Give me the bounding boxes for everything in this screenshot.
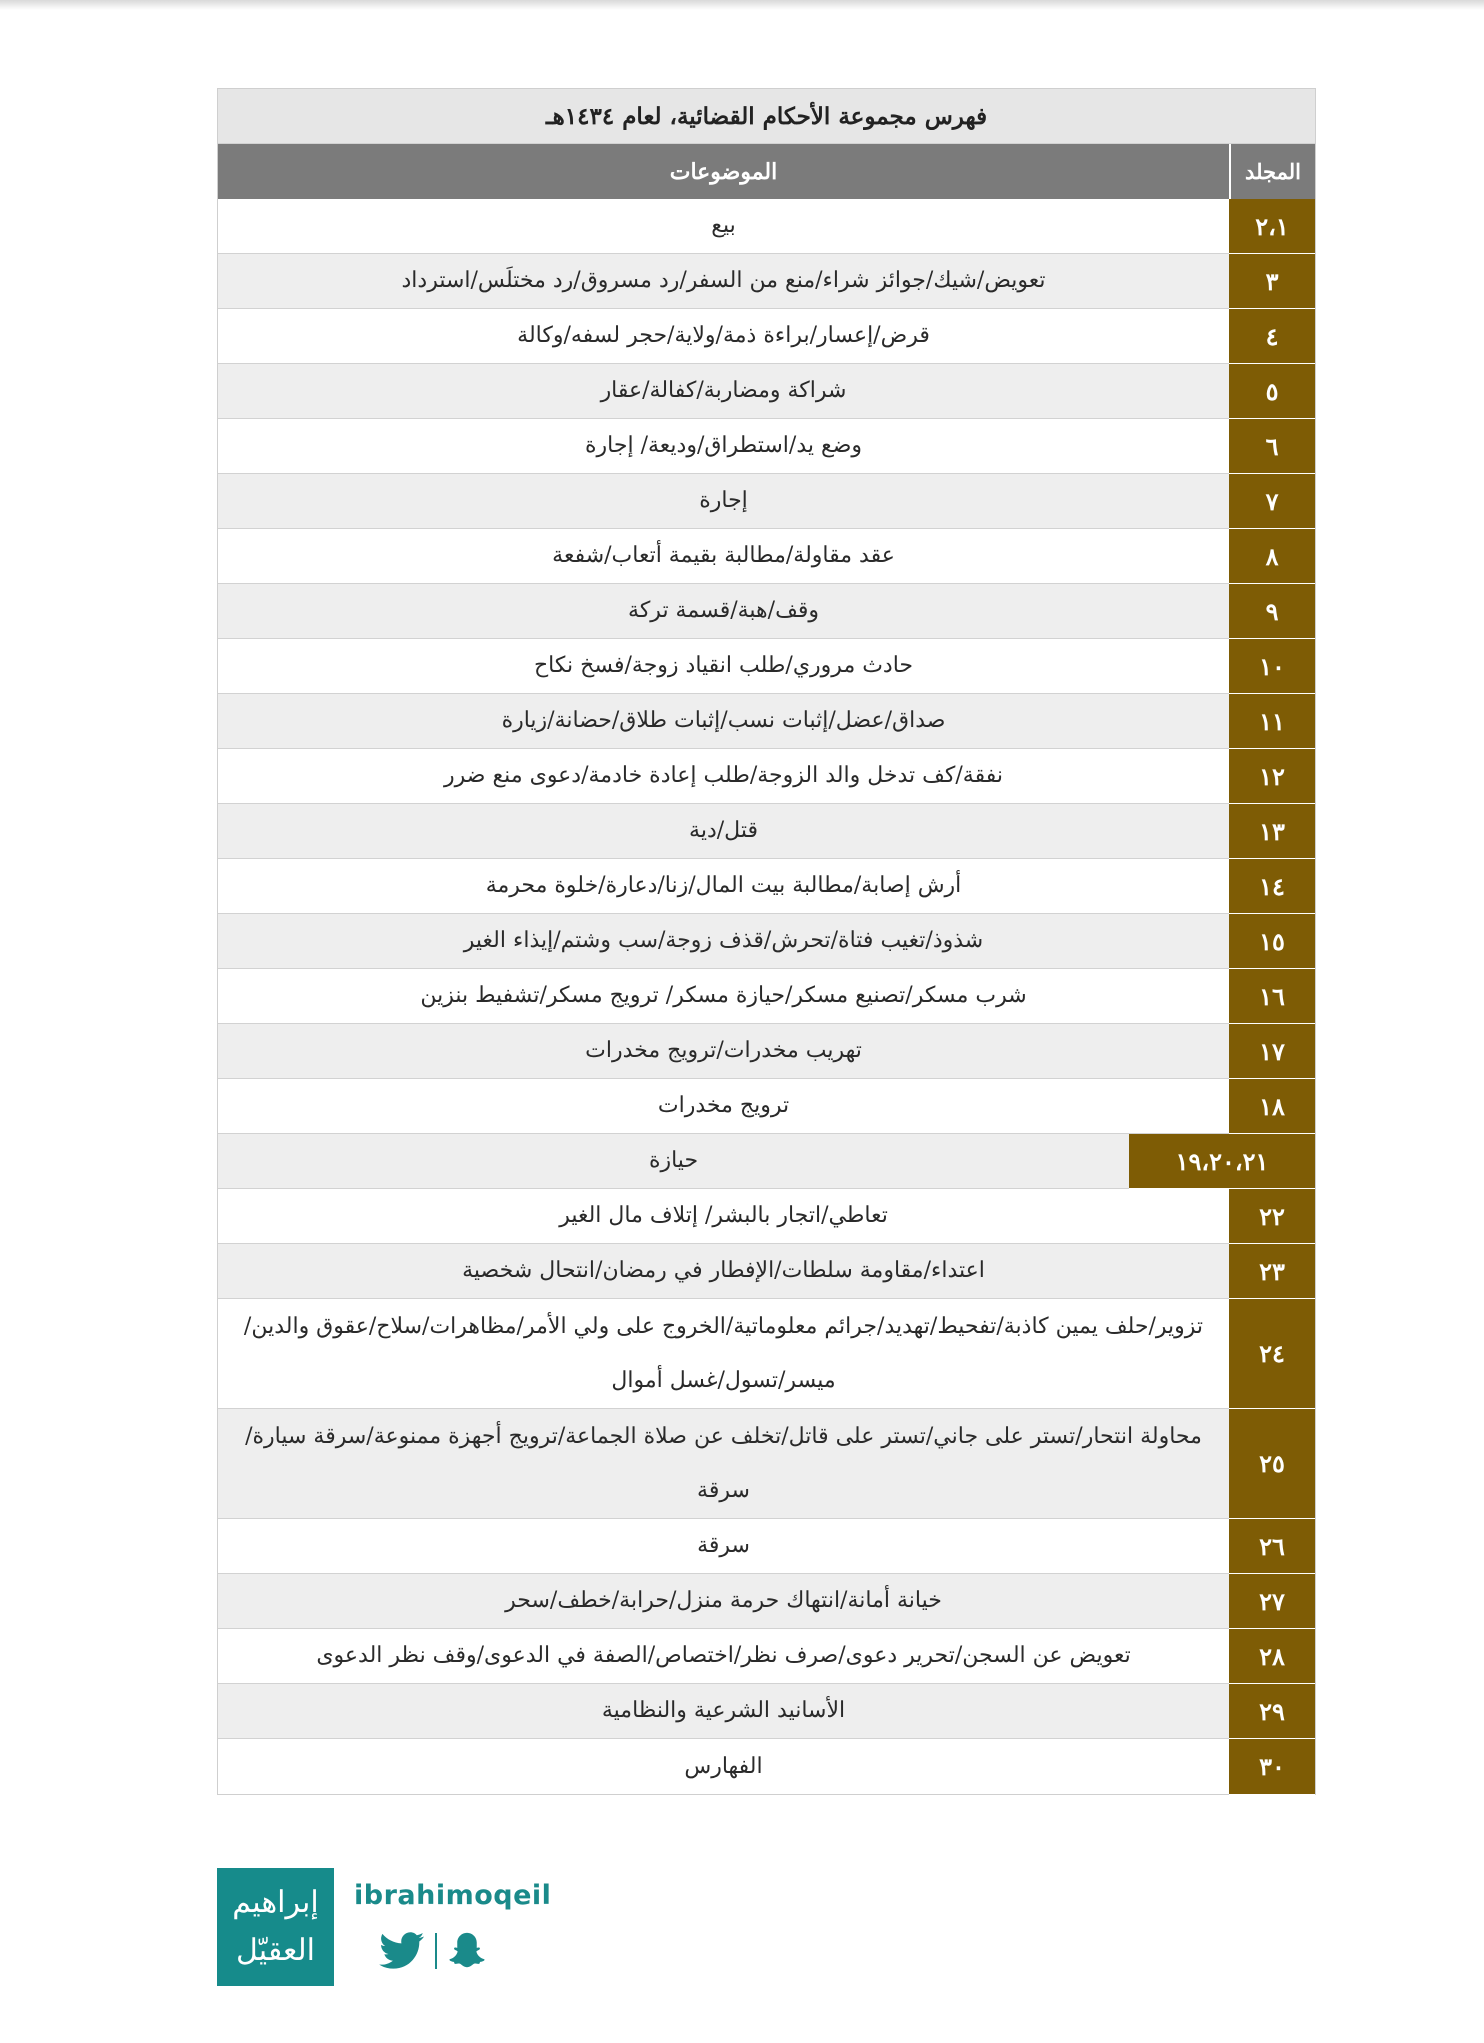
topic-cell: بيع <box>711 213 736 238</box>
volume-column-header: المجلد <box>1229 144 1315 199</box>
volume-number: ١٩،٢٠،٢١ <box>1129 1134 1315 1189</box>
volume-number: ٢٨ <box>1229 1629 1315 1684</box>
top-edge-shadow <box>0 0 1484 10</box>
twitter-icon[interactable] <box>379 1932 425 1970</box>
author-logo <box>217 1868 334 1986</box>
volume-number: ٢٢ <box>1229 1189 1315 1244</box>
topic-cell: عقد مقاولة/مطالبة بقيمة أتعاب/شفعة <box>552 543 895 568</box>
volume-number: ٤ <box>1229 309 1315 364</box>
table-row <box>218 804 1315 859</box>
topic-cell: إجارة <box>699 488 748 513</box>
volume-number: ٢٦ <box>1229 1519 1315 1574</box>
topic-cell: محاولة انتحار/تستر على جاني/تستر على قاتل/تخلف عن صلاة الجماعة/ترويج أجهزة ممنوعة/سرقة سيارة/سرقة <box>245 1423 1202 1503</box>
table-row <box>218 309 1315 364</box>
volume-number: ١٣ <box>1229 804 1315 859</box>
topic-cell: ترويج مخدرات <box>657 1093 790 1118</box>
topic-cell: صداق/عضل/إثبات نسب/إثبات طلاق/حضانة/زيارة <box>501 708 946 733</box>
topic-cell: تزوير/حلف يمين كاذبة/تفحيط/تهديد/جرائم معلوماتية/الخروج على ولي الأمر/مظاهرات/سلاح/عقوق والدين/ميسر/تسول/غسل أموال <box>243 1313 1204 1393</box>
table-row <box>218 1244 1315 1299</box>
volume-number: ١٨ <box>1229 1079 1315 1134</box>
topic-cell: وقف/هبة/قسمة تركة <box>628 598 819 623</box>
volume-number: ٧ <box>1229 474 1315 529</box>
table-row <box>218 1409 1315 1519</box>
table-row <box>218 1024 1315 1079</box>
volume-number: ١٥ <box>1229 914 1315 969</box>
social-handle[interactable]: ibrahimoqeil <box>354 1880 552 1911</box>
topic-cell: الأسانيد الشرعية والنظامية <box>601 1698 846 1723</box>
topic-cell: قتل/دية <box>689 818 758 843</box>
table-row <box>218 364 1315 419</box>
topic-cell: أرش إصابة/مطالبة بيت المال/زنا/دعارة/خلوة محرمة <box>485 873 962 898</box>
topic-cell: شذوذ/تغيب فتاة/تحرش/قذف زوجة/سب وشتم/إيذاء الغير <box>463 928 984 953</box>
index-table <box>217 88 1316 1795</box>
table-row <box>218 254 1315 309</box>
topic-cell: وضع يد/استطراق/وديعة/ إجارة <box>585 433 862 458</box>
logo-line-1: إبراهيم <box>232 1885 319 1920</box>
volume-number: ٩ <box>1229 584 1315 639</box>
table-row <box>218 1574 1315 1629</box>
table-header-row <box>218 144 1315 199</box>
table-row <box>218 1629 1315 1684</box>
icon-separator <box>435 1933 437 1969</box>
table-row <box>218 584 1315 639</box>
table-row <box>218 1299 1315 1409</box>
volume-number: ١٢ <box>1229 749 1315 804</box>
volume-number: ١٠ <box>1229 639 1315 694</box>
table-row <box>218 639 1315 694</box>
table-row <box>218 199 1315 254</box>
topic-cell: تعويض/شيك/جوائز شراء/منع من السفر/رد مسروق/رد مختلَس/استرداد <box>401 268 1046 293</box>
table-row <box>218 1189 1315 1244</box>
volume-number: ٢٤ <box>1229 1299 1315 1409</box>
table-row <box>218 1079 1315 1134</box>
table-row <box>218 859 1315 914</box>
table-row <box>218 914 1315 969</box>
topic-cell: الفهارس <box>684 1753 763 1779</box>
topics-column-header: الموضوعات <box>669 158 778 185</box>
topic-cell: اعتداء/مقاومة سلطات/الإفطار في رمضان/انتحال شخصية <box>462 1258 985 1283</box>
table-row <box>218 474 1315 529</box>
snapchat-icon[interactable] <box>447 1932 487 1970</box>
volume-number: ٢٧ <box>1229 1574 1315 1629</box>
volume-number: ١٤ <box>1229 859 1315 914</box>
volume-number: ٣ <box>1229 254 1315 309</box>
volume-number: ١٦ <box>1229 969 1315 1024</box>
social-icons <box>379 1930 487 1972</box>
topic-cell: حادث مروري/طلب انقياد زوجة/فسخ نكاح <box>533 653 914 678</box>
topic-cell: شراكة ومضاربة/كفالة/عقار <box>600 378 847 403</box>
topic-cell: تعويض عن السجن/تحرير دعوى/صرف نظر/اختصاص/الصفة في الدعوى/وقف نظر الدعوى <box>316 1643 1131 1668</box>
topic-cell: نفقة/كف تدخل والد الزوجة/طلب إعادة خادمة/دعوى منع ضرر <box>444 763 1003 788</box>
logo-line-2: العقيّل <box>236 1933 315 1968</box>
topic-cell: حيازة <box>648 1148 699 1173</box>
volume-number: ١٧ <box>1229 1024 1315 1079</box>
table-row <box>218 419 1315 474</box>
topic-cell: تهريب مخدرات/ترويج مخدرات <box>585 1038 862 1063</box>
volume-number: ٨ <box>1229 529 1315 584</box>
volume-number: ٢٥ <box>1229 1409 1315 1519</box>
topic-cell: سرقة <box>697 1533 750 1558</box>
table-row <box>218 1134 1315 1189</box>
volume-number: ٣٠ <box>1229 1739 1315 1795</box>
table-row <box>218 969 1315 1024</box>
footer-branding <box>217 1868 552 1986</box>
volume-number: ١١ <box>1229 694 1315 749</box>
table-row <box>218 1739 1315 1794</box>
table-row <box>218 529 1315 584</box>
volume-number: ٦ <box>1229 419 1315 474</box>
table-row <box>218 694 1315 749</box>
volume-number: ٢،١ <box>1229 199 1315 254</box>
volume-number: ٥ <box>1229 364 1315 419</box>
volume-number: ٢٣ <box>1229 1244 1315 1299</box>
table-title-row <box>218 89 1315 144</box>
table-row <box>218 1519 1315 1574</box>
table-title: فهرس مجموعة الأحكام القضائية، لعام ١٤٣٤هـ <box>545 102 988 130</box>
volume-number: ٢٩ <box>1229 1684 1315 1739</box>
topic-cell: قرض/إعسار/براءة ذمة/ولاية/حجر لسفه/وكالة <box>517 323 930 348</box>
topic-cell: شرب مسكر/تصنيع مسكر/حيازة مسكر/ ترويج مسكر/تشفيط بنزين <box>420 983 1027 1008</box>
table-row <box>218 749 1315 804</box>
table-body <box>218 199 1315 1794</box>
table-row <box>218 1684 1315 1739</box>
topic-cell: خيانة أمانة/انتهاك حرمة منزل/حرابة/خطف/سحر <box>505 1588 942 1613</box>
topic-cell: تعاطي/اتجار بالبشر/ إتلاف مال الغير <box>559 1203 888 1228</box>
